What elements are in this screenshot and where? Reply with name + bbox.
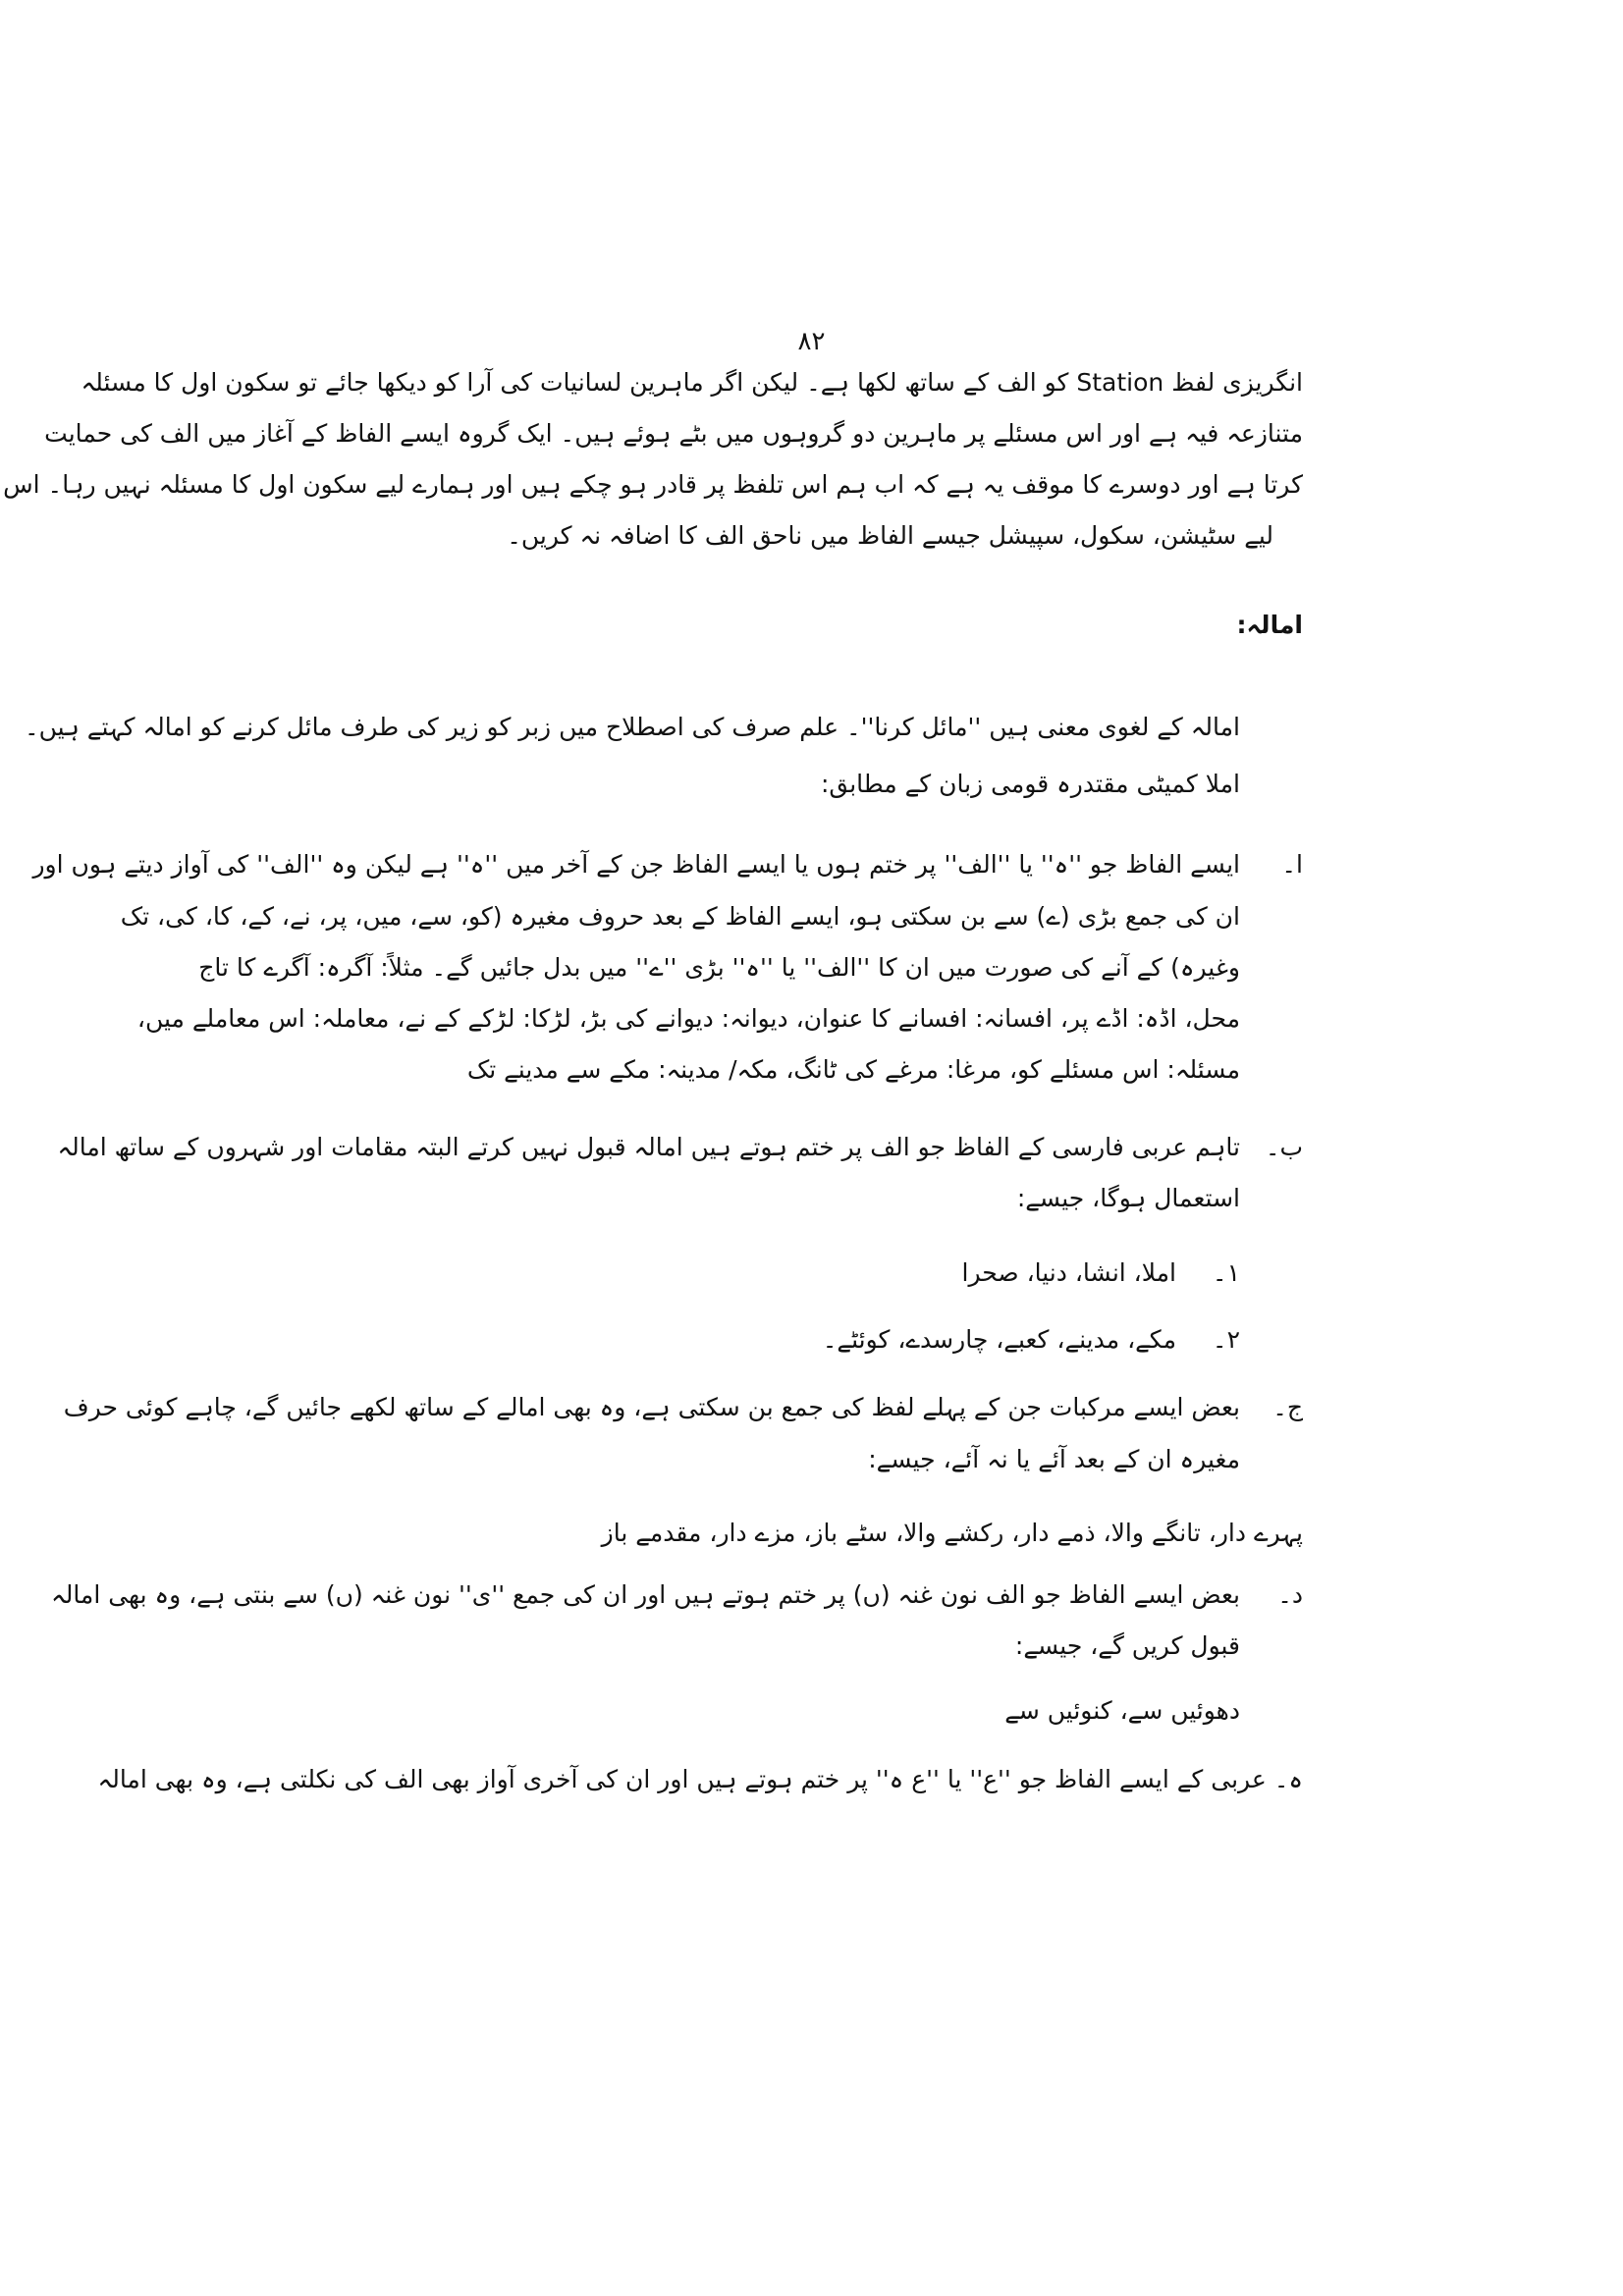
examples-line: پہرے دار، تانگے والا، ذمے دار، رکشے والا، سٹے باز، مزے دار، مقدمے باز <box>601 1519 1303 1547</box>
item-jeem-line-1: بعض ایسے مرکبات جن کے پہلے لفظ کی جمع بن سکتی ہے، وہ بھی امالے کے ساتھ لکھے جائیں گے، چاہے کوئی حرف <box>63 1393 1240 1421</box>
item-dal-line-3: دھوئیں سے، کنوئیں سے <box>1004 1696 1240 1725</box>
item-alef-marker: ا۔ <box>1281 850 1303 879</box>
item-he-line: ہ۔ عربی کے ایسے الفاظ جو ''ع'' یا ''ع ہ'' پر ختم ہوتے ہیں اور ان کی آخری آواز بھی الف کی نکلتی ہے، وہ بھی امالہ <box>97 1765 1303 1793</box>
item-alef-line-5: مسئلہ: اس مسئلے کو، مرغا: مرغے کی ٹانگ، مکہ/ مدینہ: مکے سے مدینے تک <box>466 1055 1240 1084</box>
item-be-sub-1-marker: ۱۔ <box>1212 1258 1240 1287</box>
item-dal-line-1: بعض ایسے الفاظ جو الف نون غنہ (ں) پر ختم ہوتے ہیں اور ان کی جمع ''ی'' نون غنہ (ں) سے بنتی ہے، وہ بھی امالہ <box>51 1580 1240 1609</box>
intro-line-1: انگریزی لفظ Station کو الف کے ساتھ لکھا ہے۔ لیکن اگر ماہرین لسانیات کی آرا کو دیکھا جائے تو سکون اول کا مسئلہ <box>81 368 1303 397</box>
item-be-line-2: استعمال ہوگا، جیسے: <box>1016 1184 1240 1212</box>
item-be-sub-2-marker: ۲۔ <box>1212 1325 1240 1354</box>
intro-line-3: کرتا ہے اور دوسرے کا موقف یہ ہے کہ اب ہم اس تلفظ پر قادر ہو چکے ہیں اور ہمارے لیے سکون اول کا مسئلہ نہیں رہا۔ اس <box>3 470 1303 499</box>
intro-line-2: متنازعہ فیہ ہے اور اس مسئلے پر ماہرین دو گروہوں میں بٹے ہوئے ہیں۔ ایک گروہ ایسے الفاظ کے آغاز میں الف کی حمایت <box>44 419 1303 448</box>
item-alef-line-3: وغیرہ) کے آنے کی صورت میں ان کا ''الف'' یا ''ہ'' بڑی ''ے'' میں بدل جائیں گے۔ مثلاً: آگرہ: آگرے کا تاج <box>198 953 1240 982</box>
item-dal-marker: د۔ <box>1277 1580 1303 1609</box>
committee-line: املا کمیٹی مقتدرہ قومی زبان کے مطابق: <box>820 770 1240 798</box>
section-heading: امالہ: <box>1236 611 1303 639</box>
item-jeem-line-2: مغیرہ ان کے بعد آئے یا نہ آئے، جیسے: <box>868 1445 1240 1473</box>
item-dal-line-2: قبول کریں گے، جیسے: <box>1014 1631 1240 1660</box>
item-be-line-1: تاہم عربی فارسی کے الفاظ جو الف پر ختم ہوتے ہیں امالہ قبول نہیں کرتے البتہ مقامات اور شہروں کے ساتھ امالہ <box>57 1133 1240 1161</box>
item-jeem-marker: ج۔ <box>1272 1393 1303 1421</box>
intro-line-4: لیے سٹیشن، سکول، سپیشل جیسے الفاظ میں ناحق الف کا اضافہ نہ کریں۔ <box>507 521 1273 550</box>
page-number: ۸۲ <box>797 327 826 356</box>
item-be-sub-2-text: مکے، مدینے، کعبے، چارسدے، کوئٹے۔ <box>822 1325 1176 1354</box>
item-alef-line-1: ایسے الفاظ جو ''ہ'' یا ''الف'' پر ختم ہوں یا ایسے الفاظ جن کے آخر میں ''ہ'' ہے لیکن وہ ''الف'' کی آواز دیتے ہوں اور <box>32 850 1240 879</box>
item-alef-line-4: محل، اڈہ: اڈے پر، افسانہ: افسانے کا عنوان، دیوانہ: دیوانے کی بڑ، لڑکا: لڑکے کے نے، معاملہ: اس معاملے میں، <box>136 1004 1240 1033</box>
item-alef-line-2: ان کی جمع بڑی (ے) سے بن سکتی ہو، ایسے الفاظ کے بعد حروف مغیرہ (کو، سے، میں، پر، نے، کے، کا، کی، تک <box>120 902 1240 931</box>
item-be-sub-1-text: املا، انشا، دنیا، صحرا <box>961 1258 1176 1287</box>
item-be-marker: ب۔ <box>1265 1133 1303 1161</box>
definition-line: امالہ کے لغوی معنی ہیں ''مائل کرنا''۔ علم صرف کی اصطلاح میں زبر کو زیر کی طرف مائل کرنے کو امالہ کہتے ہیں۔ <box>24 713 1240 741</box>
